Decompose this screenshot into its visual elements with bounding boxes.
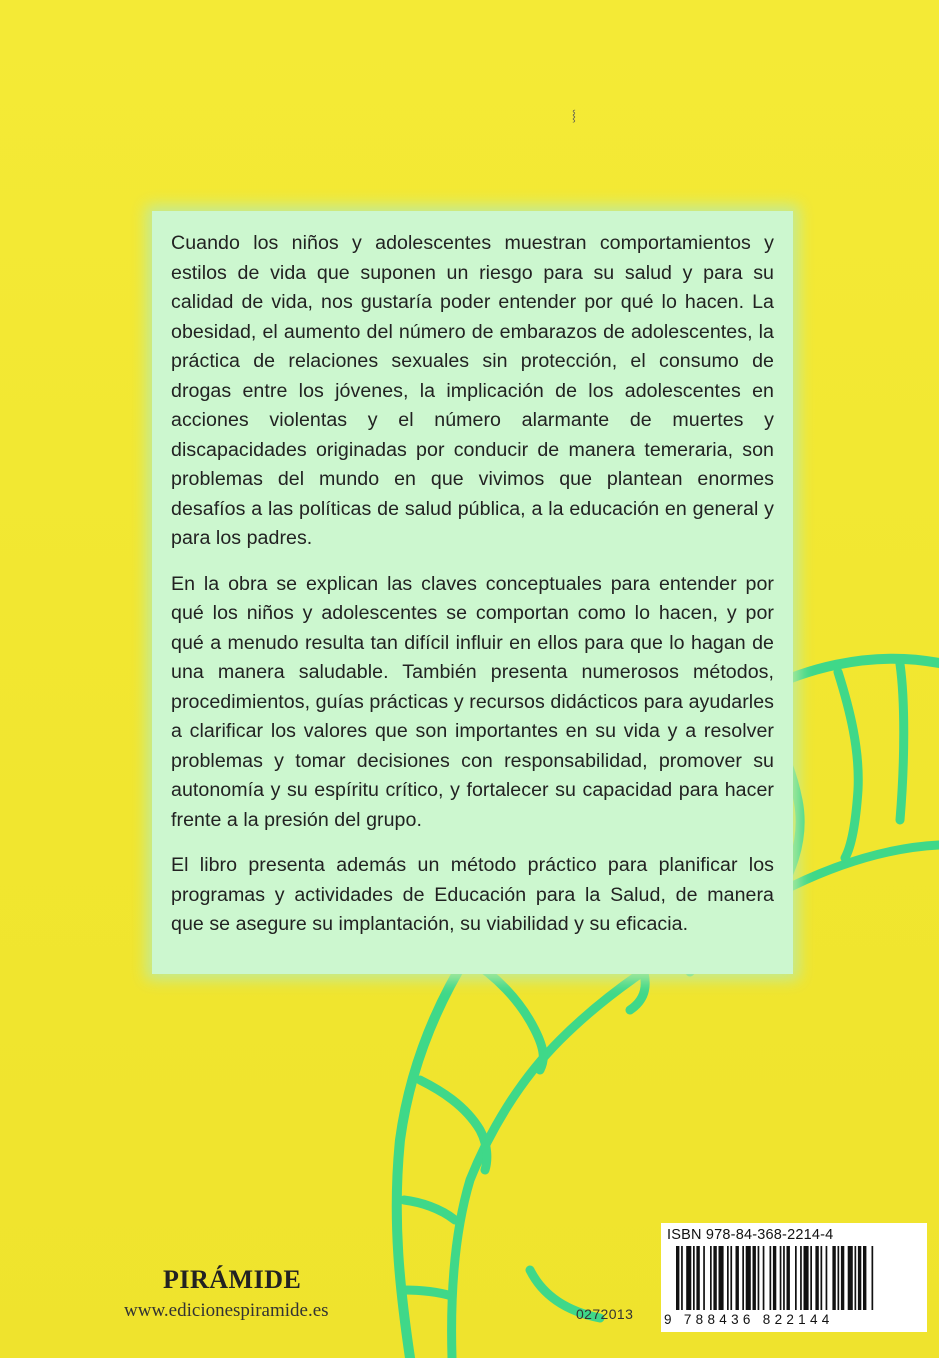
print-speck: ⸾ [572, 109, 576, 122]
barcode-bar [719, 1246, 724, 1310]
catalog-code: 0272013 [576, 1306, 634, 1322]
barcode-bar [848, 1246, 853, 1310]
barcode-bar [804, 1246, 809, 1310]
isbn-label: ISBN 978-84-368-2214-4 [667, 1227, 834, 1243]
barcode-bar [810, 1246, 812, 1310]
barcode-bar [855, 1246, 857, 1310]
barcode-bar [795, 1246, 797, 1310]
barcode-bar [696, 1246, 699, 1310]
ornament-segment [470, 960, 543, 1070]
barcode-bar [727, 1246, 729, 1310]
barcode-bar [710, 1246, 712, 1310]
barcode-bar [787, 1246, 790, 1310]
barcode-bar [821, 1246, 823, 1310]
barcode-bar [780, 1246, 782, 1310]
barcode-bar [826, 1246, 828, 1310]
barcode-bar [676, 1246, 679, 1310]
barcode-bar [713, 1246, 716, 1310]
barcode-bar [815, 1246, 818, 1310]
barcode-bar [770, 1246, 772, 1310]
barcode-bar [783, 1246, 785, 1310]
barcode-digits: 9 788436 822144 [664, 1312, 834, 1327]
publisher-website: www.edicionespiramide.es [124, 1300, 329, 1321]
barcode-bar [742, 1246, 744, 1310]
barcode-bar [753, 1246, 756, 1310]
barcode-bar [681, 1246, 683, 1310]
barcode-bar [858, 1246, 861, 1310]
ornament-segment [838, 672, 858, 858]
barcode-bar [763, 1246, 765, 1310]
barcode-bar [800, 1246, 802, 1310]
barcode-bars [676, 1246, 922, 1310]
barcode-bar [863, 1246, 866, 1310]
barcode-bar [736, 1246, 739, 1310]
barcode-bar [703, 1246, 705, 1310]
blurb-paragraph-2: En la obra se explican las claves conceptuales para entender por qué los niños y adolescentes se comportan como lo hacen, y por qué a menudo resulta tan difícil influir en ellos para que lo hagan de una manera saludable. También presenta numerosos métodos, procedimientos, guías prácticas y recursos didácticos para ayudarles a clarificar los valores que son importantes en su vida y a resolver problemas y tomar decisiones con responsabilidad, promover su autonomía y su espíritu crítico, y fortalecer su capacidad para hacer frente a la presión del grupo. [171, 572, 774, 831]
blurb-box [152, 211, 793, 974]
barcode-bar [693, 1246, 695, 1310]
barcode-bar [686, 1246, 691, 1310]
blurb-paragraph-3: El libro presenta además un método práctico para planificar los programas y actividades de Educación para la Salud, de manera que se asegure su implantación, su viabilidad y su eficacia. [171, 854, 774, 935]
barcode-bar [746, 1246, 751, 1310]
ornament-segment [404, 1290, 452, 1296]
barcode-bar [758, 1246, 760, 1310]
ornament-segment [900, 664, 904, 820]
barcode-bar [841, 1246, 844, 1310]
barcode-bar [773, 1246, 776, 1310]
barcode-bar [838, 1246, 840, 1310]
ornament-segment [404, 1200, 455, 1220]
blurb-paragraph-1: Cuando los niños y adolescentes muestran comportamientos y estilos de vida que suponen un riesgo para su salud y para su calidad de vida, nos gustaría poder entender por qué lo hacen. La obesidad, el aumento del número de embarazos de adolescentes, la práctica de relaciones sexuales sin protección, el consumo de drogas entre los jóvenes, la implicación de los adolescentes en acciones violentas y el número alarmante de muertes y discapacidades originadas por conducir de manera temeraria, son problemas del mundo en que vivimos que plantean enormes desafíos a las políticas de salud pública, a la educación en general y para los padres. [171, 232, 774, 549]
barcode-bar [832, 1246, 835, 1310]
barcode-bar [872, 1246, 874, 1310]
publisher-logo: PIRÁMIDE [163, 1265, 302, 1294]
barcode-bar [730, 1246, 732, 1310]
